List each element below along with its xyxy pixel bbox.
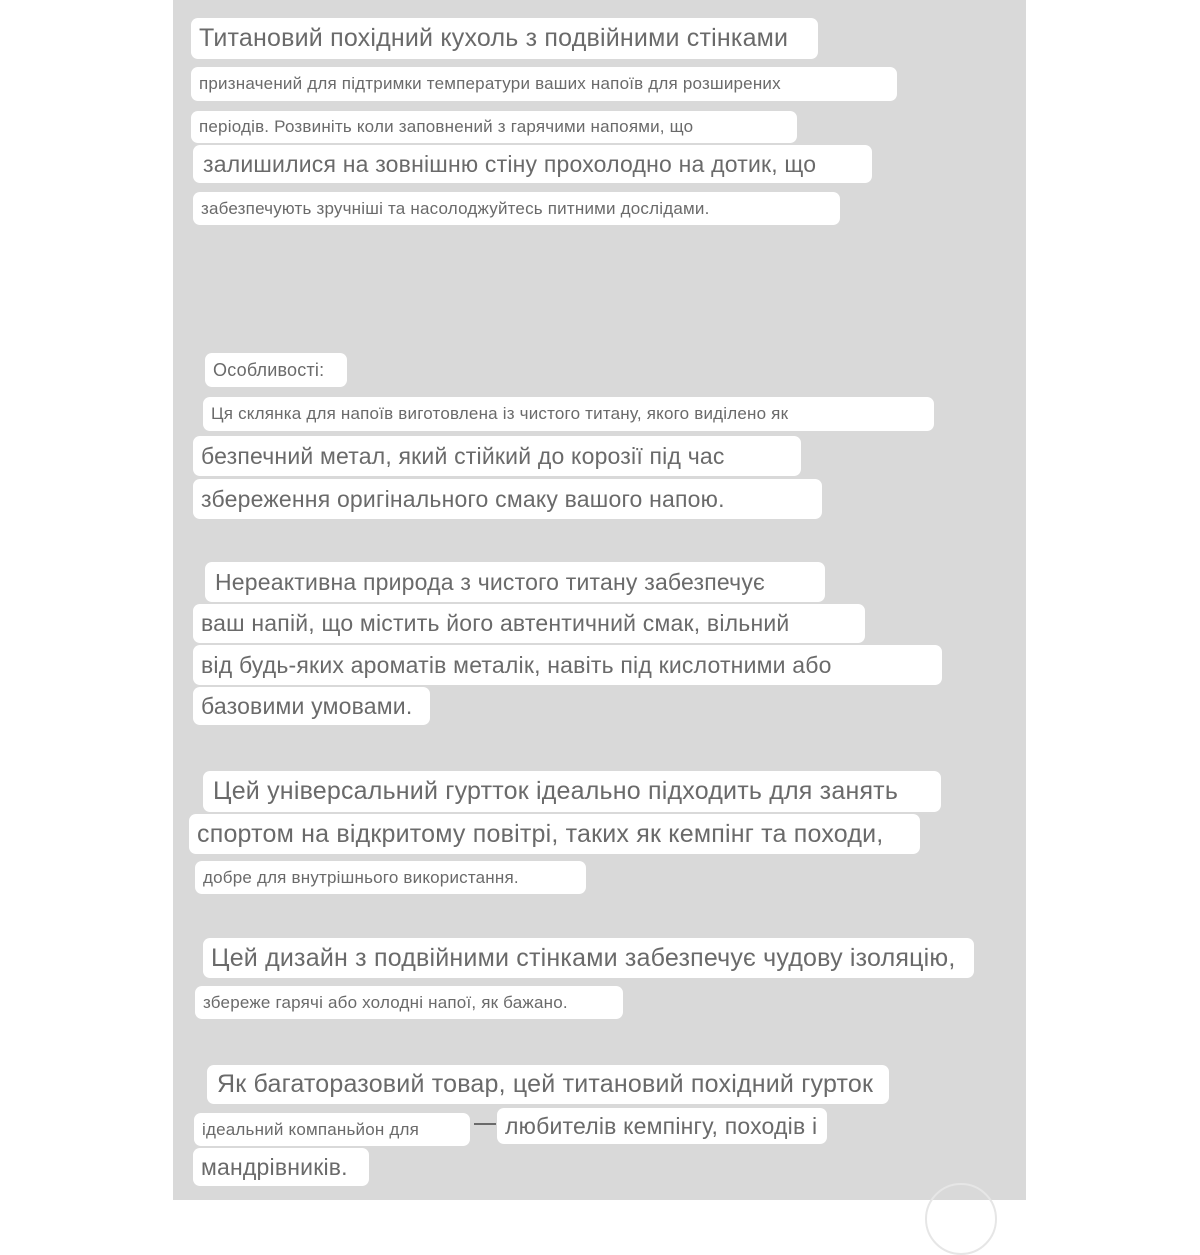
feature-line: ваш напій, що містить його автентичний смак, вільний (193, 604, 865, 643)
intro-line: призначений для підтримки температури ваших напоїв для розширених (191, 67, 897, 101)
feature-line: Цей дизайн з подвійними стінками забезпечує чудову ізоляцію, (203, 938, 974, 978)
feature-line: добре для внутрішнього використання. (195, 861, 586, 894)
scroll-top-button[interactable] (925, 1183, 997, 1255)
feature-line: збереже гарячі або холодні напої, як бажано. (195, 986, 623, 1019)
em-dash (474, 1123, 496, 1125)
intro-line: залишилися на зовнішню стіну прохолодно на дотик, що (193, 145, 872, 183)
feature-line: базовими умовами. (193, 687, 430, 725)
feature-line: безпечний метал, який стійкий до корозії під час (193, 436, 801, 476)
feature-line: любителів кемпінгу, походів і (497, 1108, 827, 1144)
intro-line: забезпечують зручніші та насолоджуйтесь питними дослідами. (193, 192, 840, 225)
intro-line: періодів. Розвиніть коли заповнений з гарячими напоями, що (191, 111, 797, 143)
feature-line: Ця склянка для напоїв виготовлена із чистого титану, якого виділено як (203, 397, 934, 431)
feature-line: збереження оригінального смаку вашого напою. (193, 479, 822, 519)
feature-line: Нереактивна природа з чистого титану забезпечує (205, 562, 825, 602)
feature-line: спортом на відкритому повітрі, таких як кемпінг та походи, (189, 814, 920, 854)
feature-line: від будь-яких ароматів металік, навіть під кислотними або (193, 645, 942, 685)
feature-line: мандрівників. (193, 1148, 369, 1186)
feature-line: ідеальний компаньйон для (194, 1113, 470, 1146)
intro-line: Титановий похідний кухоль з подвійними стінками (191, 18, 818, 59)
features-heading: Особливості: (205, 353, 347, 387)
feature-line: Цей універсальний гуртток ідеально підходить для занять (203, 771, 941, 812)
feature-line: Як багаторазовий товар, цей титановий похідний гурток (207, 1065, 889, 1104)
